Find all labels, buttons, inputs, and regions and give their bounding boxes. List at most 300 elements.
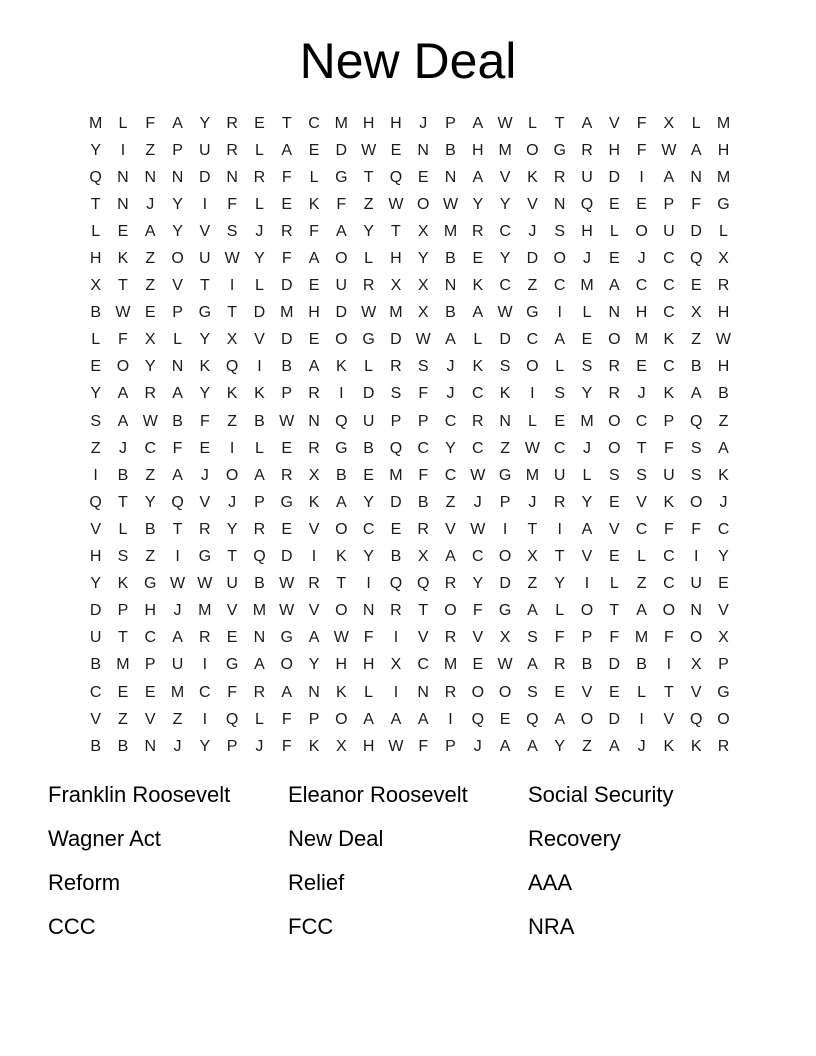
word-list-item: CCC xyxy=(48,914,96,939)
grid-cell: T xyxy=(527,520,538,538)
grid-cell: R xyxy=(717,277,730,295)
grid-cell: P xyxy=(445,737,456,755)
grid-cell: S xyxy=(527,683,538,701)
grid-cell: A xyxy=(117,385,129,403)
grid-cell: C xyxy=(663,277,675,295)
grid-cell: T xyxy=(336,575,347,593)
grid-cell: H xyxy=(635,304,648,322)
grid-cell: K xyxy=(663,493,675,511)
grid-cell: T xyxy=(90,195,101,213)
grid-cell: N xyxy=(499,412,511,430)
grid-cell: A xyxy=(663,168,675,186)
grid-cell: R xyxy=(226,114,238,132)
grid-cell: D xyxy=(499,575,511,593)
grid-cell: F xyxy=(309,222,319,240)
grid-cell: A xyxy=(417,710,429,728)
grid-cell: L xyxy=(91,331,101,349)
word-list-item: FCC xyxy=(288,914,334,939)
grid-cell: Y xyxy=(144,358,156,376)
grid-cell: X xyxy=(226,331,238,349)
grid-cell: B xyxy=(117,737,129,755)
grid-cell: E xyxy=(608,493,620,511)
grid-cell: I xyxy=(229,277,235,295)
grid-cell: R xyxy=(199,629,211,647)
grid-cell: K xyxy=(254,385,265,403)
grid-cell: T xyxy=(363,168,374,186)
grid-cell: S xyxy=(636,466,647,484)
grid-cell: T xyxy=(281,114,292,132)
grid-cell: L xyxy=(173,331,182,349)
grid-cell: L xyxy=(637,548,647,566)
grid-cell: Z xyxy=(527,277,538,295)
grid-cell: E xyxy=(254,114,265,132)
grid-cell: N xyxy=(308,412,320,430)
grid-cell: S xyxy=(499,358,511,376)
grid-cell: O xyxy=(280,656,293,674)
grid-cell: M xyxy=(634,629,649,647)
grid-cell: N xyxy=(690,602,702,620)
grid-cell: Q xyxy=(253,548,266,566)
grid-cell: Z xyxy=(145,141,156,159)
grid-cell: G xyxy=(553,141,566,159)
grid-cell: Z xyxy=(145,250,156,268)
grid-cell: L xyxy=(527,412,537,430)
grid-cell: C xyxy=(717,520,730,538)
grid-cell: L xyxy=(719,222,728,240)
grid-cell: S xyxy=(417,358,429,376)
grid-cell: S xyxy=(690,439,702,457)
grid-cell: A xyxy=(527,656,538,674)
grid-cell: L xyxy=(555,358,565,376)
grid-cell: Y xyxy=(445,439,456,457)
grid-cell: D xyxy=(280,548,293,566)
grid-cell: F xyxy=(199,412,210,430)
grid-cell: Y xyxy=(499,250,511,268)
grid-cell: T xyxy=(554,114,565,132)
grid-cell: V xyxy=(445,520,456,538)
grid-cell: D xyxy=(608,656,621,674)
grid-cell: E xyxy=(308,331,320,349)
grid-cell: E xyxy=(390,141,402,159)
grid-cell: U xyxy=(199,141,211,159)
grid-cell: E xyxy=(308,141,320,159)
grid-cell: C xyxy=(308,114,320,132)
grid-cell: R xyxy=(608,385,621,403)
grid-cell: L xyxy=(364,683,374,701)
grid-cell: R xyxy=(717,737,730,755)
grid-cell: W xyxy=(470,466,486,484)
grid-cell: N xyxy=(171,358,184,376)
grid-cell: V xyxy=(527,195,538,213)
grid-cell: H xyxy=(89,250,102,268)
grid-cell: N xyxy=(144,737,157,755)
grid-cell: V xyxy=(90,710,101,728)
grid-cell: E xyxy=(472,250,484,268)
grid-cell: M xyxy=(389,466,403,484)
grid-cell: N xyxy=(362,602,375,620)
grid-cell: E xyxy=(308,277,320,295)
grid-cell: D xyxy=(335,304,348,322)
grid-cell: C xyxy=(444,412,457,430)
grid-cell: I xyxy=(393,629,399,647)
grid-cell: F xyxy=(418,385,429,403)
grid-cell: C xyxy=(553,277,566,295)
grid-cell: U xyxy=(335,277,348,295)
grid-cell: N xyxy=(144,168,157,186)
grid-cell: T xyxy=(172,520,183,538)
grid-cell: N xyxy=(308,683,320,701)
grid-cell: B xyxy=(690,358,702,376)
grid-cell: A xyxy=(636,602,647,620)
grid-cell: X xyxy=(390,277,402,295)
grid-cell: G xyxy=(717,683,730,701)
grid-cell: Q xyxy=(225,358,239,376)
grid-cell: I xyxy=(639,710,644,728)
grid-cell: O xyxy=(608,331,621,349)
grid-cell: B xyxy=(445,304,456,322)
grid-cell: B xyxy=(172,412,183,430)
grid-cell: K xyxy=(117,575,129,593)
grid-cell: F xyxy=(691,195,702,213)
grid-cell: A xyxy=(581,520,593,538)
grid-cell: G xyxy=(526,304,539,322)
grid-cell: M xyxy=(280,304,294,322)
grid-cell: R xyxy=(390,358,402,376)
grid-cell: Y xyxy=(363,222,374,240)
grid-cell: C xyxy=(417,656,429,674)
grid-cell: Q xyxy=(416,575,430,593)
grid-cell: A xyxy=(308,629,320,647)
grid-cell: G xyxy=(335,168,348,186)
grid-cell: I xyxy=(584,575,590,593)
grid-cell: S xyxy=(690,466,702,484)
grid-cell: B xyxy=(445,250,456,268)
grid-cell: L xyxy=(118,520,128,538)
grid-cell: R xyxy=(226,141,238,159)
grid-cell: D xyxy=(362,385,375,403)
grid-cell: I xyxy=(639,168,644,186)
grid-cell: I xyxy=(257,358,262,376)
grid-cell: C xyxy=(472,548,484,566)
grid-cell: L xyxy=(582,304,592,322)
grid-cell: K xyxy=(335,548,347,566)
grid-cell: S xyxy=(608,466,620,484)
grid-cell: T xyxy=(554,548,565,566)
grid-cell: K xyxy=(226,385,238,403)
grid-cell: Y xyxy=(199,737,211,755)
grid-cell: T xyxy=(636,439,647,457)
grid-cell: W xyxy=(715,331,732,349)
grid-cell: A xyxy=(335,222,347,240)
grid-cell: D xyxy=(390,331,402,349)
grid-cell: Y xyxy=(199,385,211,403)
grid-cell: W xyxy=(169,575,186,593)
grid-cell: K xyxy=(308,493,320,511)
grid-cell: R xyxy=(199,520,211,538)
grid-cell: U xyxy=(89,629,102,647)
grid-cell: A xyxy=(172,629,183,647)
grid-cell: Z xyxy=(527,575,538,593)
grid-cell: E xyxy=(472,656,484,674)
grid-cell: K xyxy=(663,331,675,349)
grid-cell: O xyxy=(335,602,348,620)
grid-cell: H xyxy=(362,737,375,755)
grid-cell: A xyxy=(690,385,702,403)
grid-cell: A xyxy=(499,737,511,755)
grid-cell: B xyxy=(281,358,293,376)
grid-cell: O xyxy=(471,683,485,701)
word-list-item: New Deal xyxy=(288,826,384,851)
grid-cell: V xyxy=(417,629,429,647)
grid-cell: C xyxy=(663,548,675,566)
grid-cell: V xyxy=(472,629,484,647)
grid-cell: J xyxy=(446,385,455,403)
grid-cell: I xyxy=(229,439,235,457)
grid-cell: M xyxy=(525,466,540,484)
grid-cell: W xyxy=(388,737,404,755)
grid-cell: T xyxy=(418,602,429,620)
grid-cell: A xyxy=(472,168,484,186)
grid-cell: J xyxy=(419,114,428,132)
grid-cell: B xyxy=(363,439,374,457)
grid-cell: H xyxy=(89,548,102,566)
grid-cell: P xyxy=(581,629,593,647)
grid-cell: L xyxy=(473,331,483,349)
grid-cell: A xyxy=(172,466,183,484)
grid-cell: E xyxy=(226,629,238,647)
grid-cell: N xyxy=(226,168,238,186)
grid-cell: Z xyxy=(227,412,238,430)
grid-cell: B xyxy=(417,493,429,511)
grid-cell: I xyxy=(557,520,562,538)
grid-cell: A xyxy=(608,737,620,755)
grid-cell: U xyxy=(226,575,238,593)
grid-cell: L xyxy=(309,168,319,186)
grid-cell: R xyxy=(280,222,293,240)
grid-cell: V xyxy=(308,520,320,538)
grid-cell: H xyxy=(362,114,375,132)
grid-cell: C xyxy=(663,358,675,376)
grid-cell: R xyxy=(308,575,320,593)
grid-cell: A xyxy=(308,358,320,376)
grid-cell: O xyxy=(553,250,566,268)
grid-cell: K xyxy=(199,358,211,376)
grid-cell: I xyxy=(202,656,208,674)
grid-cell: R xyxy=(553,493,566,511)
grid-cell: E xyxy=(281,520,293,538)
grid-cell: W xyxy=(661,141,677,159)
grid-cell: J xyxy=(582,250,591,268)
grid-cell: T xyxy=(118,277,128,295)
grid-cell: A xyxy=(363,710,374,728)
grid-cell: T xyxy=(227,304,238,322)
grid-cell: E xyxy=(281,439,293,457)
grid-cell: C xyxy=(663,304,675,322)
grid-cell: X xyxy=(308,466,320,484)
grid-cell: V xyxy=(144,710,156,728)
grid-cell: J xyxy=(446,358,455,376)
grid-cell: Y xyxy=(581,385,593,403)
grid-cell: R xyxy=(390,602,402,620)
grid-cell: P xyxy=(663,412,675,430)
grid-cell: P xyxy=(417,412,429,430)
grid-cell: V xyxy=(690,683,702,701)
grid-cell: O xyxy=(689,629,703,647)
grid-cell: E xyxy=(636,358,647,376)
grid-cell: I xyxy=(393,683,399,701)
grid-cell: K xyxy=(499,385,511,403)
grid-cell: E xyxy=(144,304,156,322)
grid-cell: C xyxy=(663,575,675,593)
grid-cell: K xyxy=(527,168,538,186)
grid-cell: X xyxy=(527,548,538,566)
grid-cell: Z xyxy=(636,575,647,593)
grid-cell: S xyxy=(226,222,238,240)
grid-cell: Y xyxy=(472,195,484,213)
grid-cell: G xyxy=(144,575,157,593)
grid-cell: M xyxy=(498,141,512,159)
grid-cell: P xyxy=(663,195,675,213)
grid-cell: S xyxy=(90,412,101,430)
grid-cell: O xyxy=(580,710,594,728)
grid-cell: O xyxy=(335,710,348,728)
grid-cell: O xyxy=(635,222,648,240)
grid-cell: M xyxy=(116,656,130,674)
grid-cell: K xyxy=(472,277,484,295)
grid-cell: J xyxy=(228,493,237,511)
grid-cell: M xyxy=(389,304,403,322)
grid-cell: O xyxy=(335,331,348,349)
grid-cell: M xyxy=(170,683,185,701)
grid-cell: O xyxy=(116,358,130,376)
grid-cell: P xyxy=(445,114,456,132)
grid-cell: C xyxy=(635,277,648,295)
grid-cell: H xyxy=(472,141,484,159)
grid-cell: C xyxy=(553,439,566,457)
grid-cell: C xyxy=(635,520,648,538)
grid-cell: W xyxy=(197,575,213,593)
grid-cell: B xyxy=(335,466,347,484)
word-list-item: Franklin Roosevelt xyxy=(48,782,231,807)
grid-cell: G xyxy=(498,466,512,484)
grid-cell: B xyxy=(445,141,456,159)
grid-cell: M xyxy=(580,277,594,295)
grid-cell: B xyxy=(117,466,129,484)
grid-cell: N xyxy=(444,168,457,186)
grid-cell: X xyxy=(690,656,702,674)
grid-cell: J xyxy=(473,493,482,511)
grid-cell: L xyxy=(254,439,264,457)
grid-cell: W xyxy=(279,575,295,593)
grid-cell: M xyxy=(252,602,267,620)
grid-cell: O xyxy=(416,195,430,213)
grid-cell: Y xyxy=(226,520,238,538)
grid-cell: V xyxy=(581,683,593,701)
grid-cell: M xyxy=(443,656,458,674)
grid-cell: A xyxy=(390,710,402,728)
grid-cell: F xyxy=(609,629,620,647)
grid-cell: F xyxy=(636,141,647,159)
grid-cell: Z xyxy=(691,331,702,349)
grid-cell: H xyxy=(308,304,320,322)
grid-cell: N xyxy=(117,195,129,213)
grid-cell: W xyxy=(142,412,158,430)
grid-cell: J xyxy=(637,250,646,268)
grid-cell: B xyxy=(581,656,593,674)
grid-cell: P xyxy=(117,602,129,620)
word-list-item: Recovery xyxy=(528,826,621,851)
grid-cell: M xyxy=(716,168,731,186)
grid-cell: N xyxy=(417,683,429,701)
grid-cell: O xyxy=(225,466,239,484)
grid-cell: Y xyxy=(90,385,101,403)
grid-cell: W xyxy=(470,520,486,538)
grid-cell: F xyxy=(691,520,702,538)
grid-cell: Y xyxy=(144,493,156,511)
grid-cell: D xyxy=(608,710,621,728)
grid-cell: O xyxy=(335,520,348,538)
grid-cell: Y xyxy=(499,195,511,213)
grid-cell: Q xyxy=(389,439,403,457)
grid-cell: U xyxy=(199,250,211,268)
grid-cell: F xyxy=(145,114,156,132)
grid-cell: Y xyxy=(90,141,101,159)
grid-cell: D xyxy=(335,141,348,159)
grid-cell: C xyxy=(417,439,429,457)
grid-cell: E xyxy=(390,520,402,538)
grid-cell: Y xyxy=(554,575,566,593)
grid-cell: W xyxy=(361,141,377,159)
grid-cell: Q xyxy=(335,412,348,430)
grid-cell: Y xyxy=(581,493,593,511)
grid-cell: C xyxy=(499,277,511,295)
grid-cell: A xyxy=(472,114,484,132)
word-search-grid xyxy=(82,110,737,760)
grid-cell: E xyxy=(363,466,374,484)
grid-cell: J xyxy=(719,493,728,511)
puzzle-title: New Deal xyxy=(299,33,517,89)
grid-cell: R xyxy=(362,277,375,295)
grid-cell: E xyxy=(608,195,620,213)
grid-cell: P xyxy=(308,710,320,728)
grid-cell: P xyxy=(281,385,293,403)
grid-cell: L xyxy=(364,358,374,376)
grid-cell: N xyxy=(117,168,129,186)
grid-cell: K xyxy=(690,737,702,755)
grid-cell: O xyxy=(498,548,512,566)
grid-cell: L xyxy=(254,710,264,728)
grid-cell: H xyxy=(362,656,375,674)
grid-cell: U xyxy=(663,222,675,240)
grid-cell: J xyxy=(637,385,646,403)
grid-cell: J xyxy=(582,439,591,457)
grid-cell: D xyxy=(390,493,402,511)
grid-cell: H xyxy=(608,141,621,159)
grid-cell: C xyxy=(144,439,157,457)
grid-cell: V xyxy=(608,520,620,538)
grid-cell: B xyxy=(254,575,265,593)
grid-cell: W xyxy=(361,304,377,322)
grid-cell: O xyxy=(526,141,539,159)
grid-cell: U xyxy=(581,168,593,186)
grid-cell: W xyxy=(497,114,513,132)
grid-cell: V xyxy=(199,493,211,511)
grid-cell: R xyxy=(417,520,429,538)
grid-cell: G xyxy=(225,656,239,674)
grid-cell: T xyxy=(391,222,401,240)
grid-cell: B xyxy=(718,385,729,403)
grid-cell: I xyxy=(339,385,344,403)
